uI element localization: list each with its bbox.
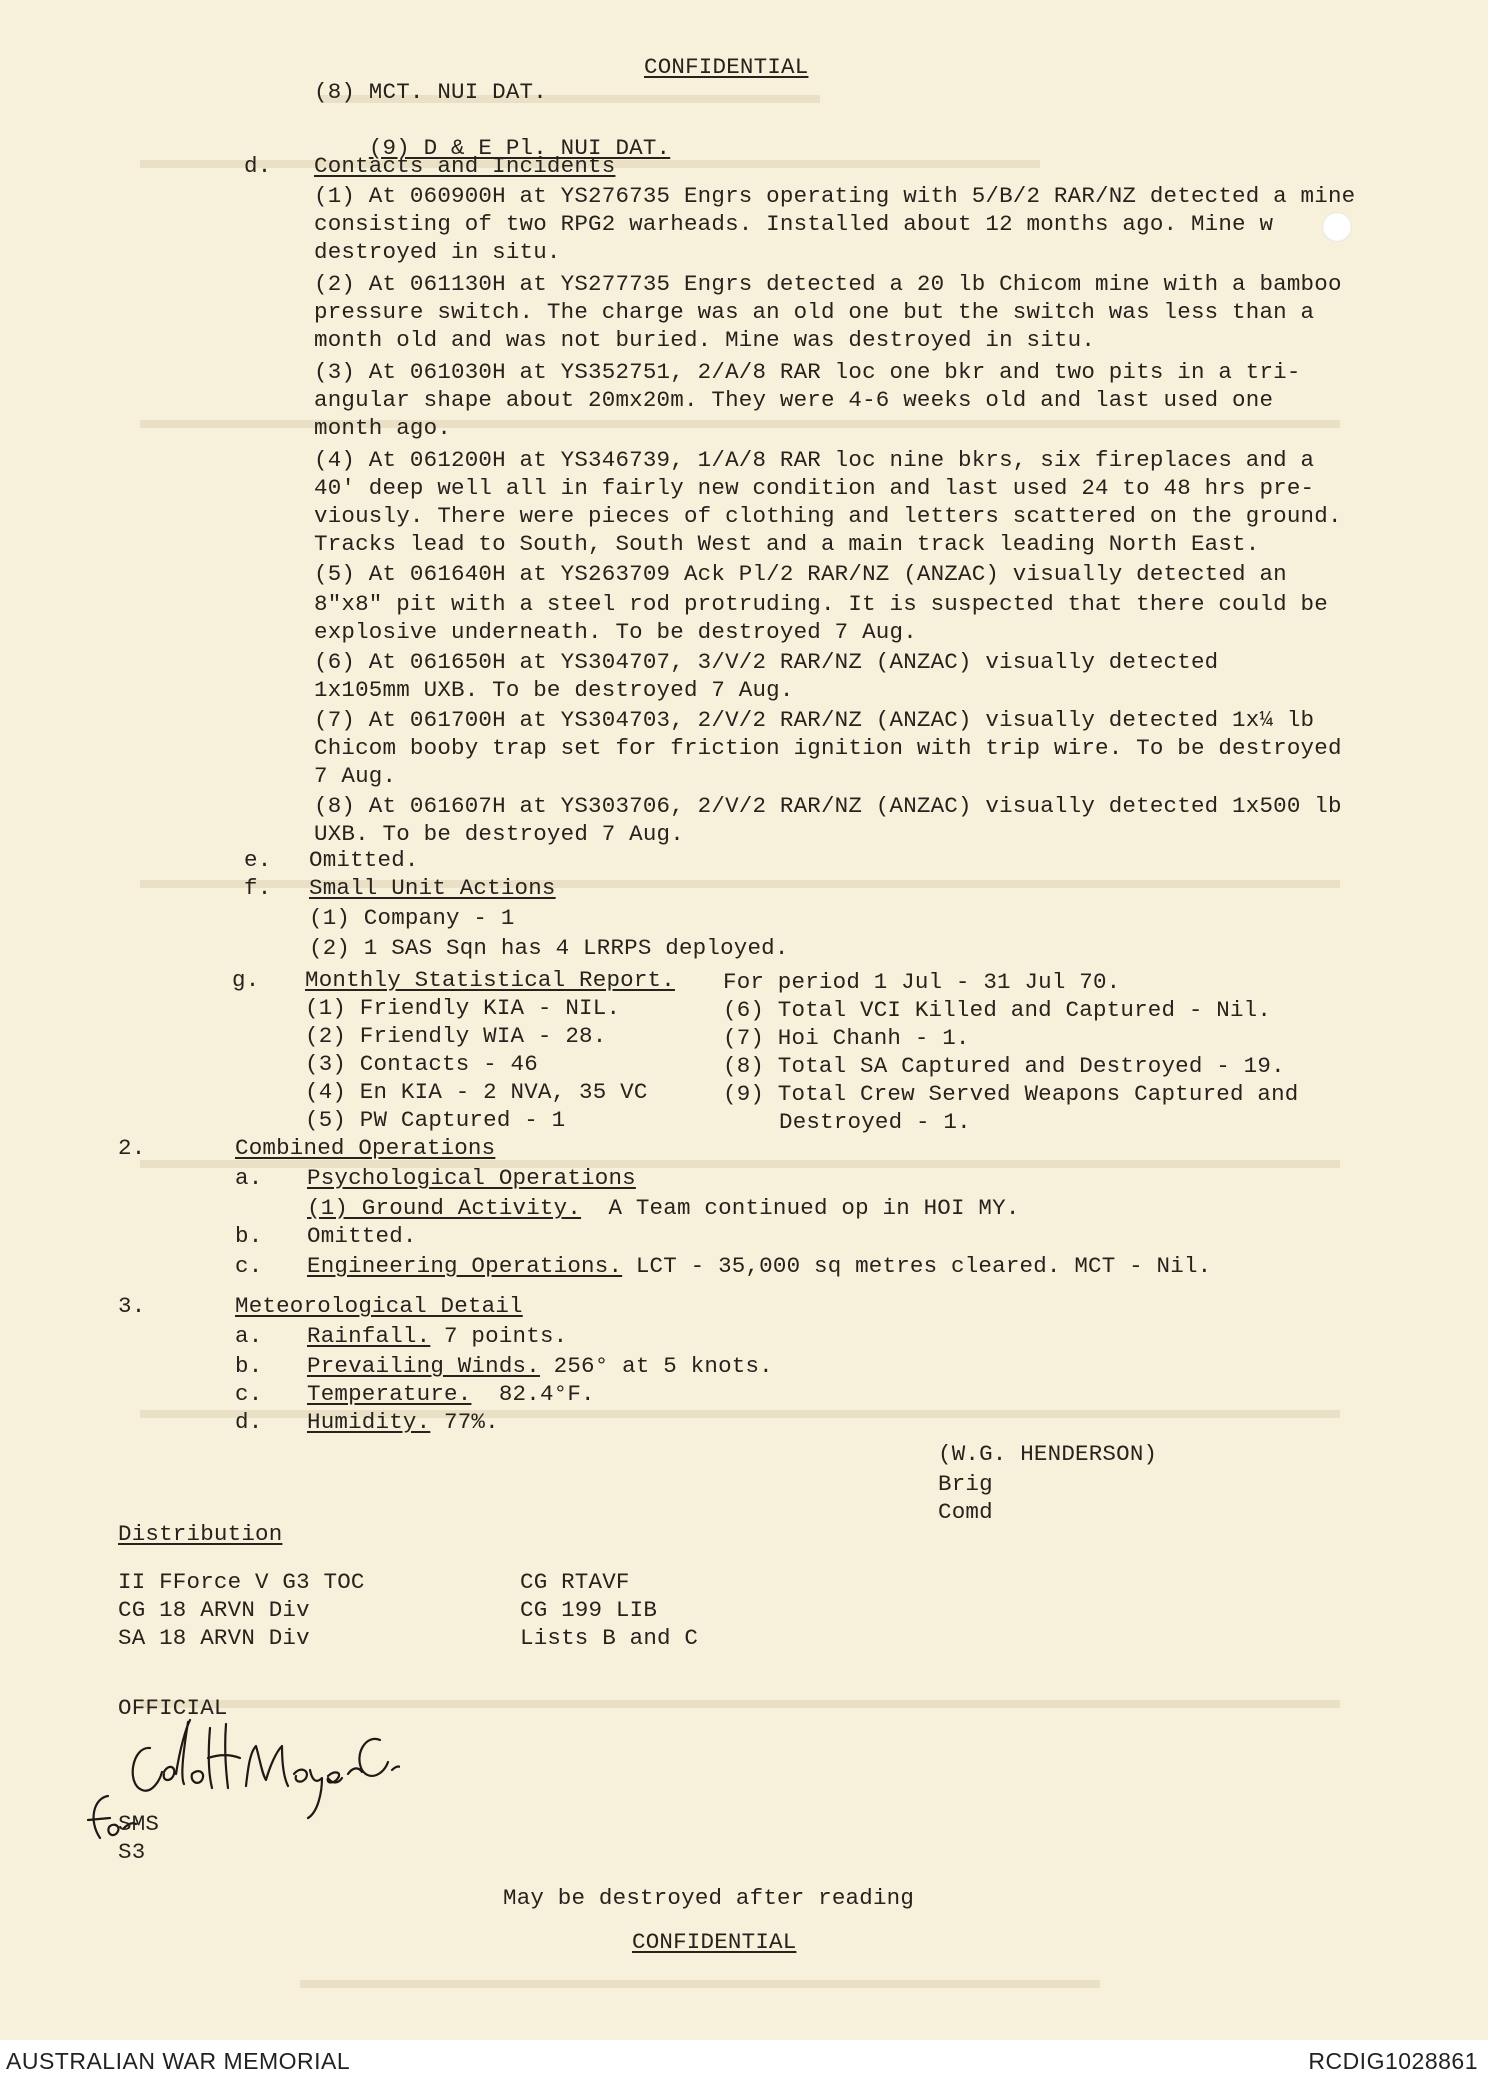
distribution-left-item: SA 18 ARVN Div xyxy=(118,1625,310,1651)
para-letter: c. xyxy=(235,1381,263,1407)
text-line xyxy=(307,1194,1020,1222)
text-line: month ago. xyxy=(314,415,452,441)
text-line: (4) At 061200H at YS346739, 1/A/8 RAR loc nine bkrs, six fireplaces and a xyxy=(314,447,1315,473)
official-label: OFFICIAL xyxy=(118,1695,228,1721)
distribution-right-item: CG RTAVF xyxy=(520,1569,630,1595)
text-line: 1x105mm UXB. To be destroyed 7 Aug. xyxy=(314,677,794,703)
text-line: Tracks lead to South, South West and a main track leading North East. xyxy=(314,531,1260,557)
subsection-text: 82.4°F. xyxy=(498,1381,595,1407)
text-line: Omitted. xyxy=(309,847,419,873)
classification-footer: CONFIDENTIAL xyxy=(632,1929,797,1955)
stat-line: (5) PW Captured - 1 xyxy=(305,1107,566,1133)
para-letter: c. xyxy=(235,1253,263,1279)
text-line: (3) At 061030H at YS352751, 2/A/8 RAR loc one bkr and two pits in a tri- xyxy=(314,359,1301,385)
text-line xyxy=(307,1322,567,1350)
para-letter: d. xyxy=(235,1409,263,1435)
text-line xyxy=(307,1380,595,1408)
text-line xyxy=(307,1352,773,1380)
text-line: (2) At 061130H at YS277735 Engrs detected a 20 lb Chicom mine with a bamboo xyxy=(314,271,1342,297)
stat-line: Destroyed - 1. xyxy=(779,1109,971,1135)
distribution-left-item: II FForce V G3 TOC xyxy=(118,1569,365,1595)
punch-hole xyxy=(1322,212,1352,242)
subsection-title: Rainfall. xyxy=(307,1323,431,1349)
para-letter: a. xyxy=(235,1165,263,1191)
text-line: (1) At 060900H at YS276735 Engrs operating with 5/B/2 RAR/NZ detected a mine xyxy=(314,183,1356,209)
text-line: 40' deep well all in fairly new condition and last used 24 to 48 hrs pre- xyxy=(314,475,1315,501)
text-line: explosive underneath. To be destroyed 7 Aug. xyxy=(314,619,917,645)
official-line: SMS xyxy=(118,1811,160,1837)
text-line: destroyed in situ. xyxy=(314,239,561,265)
subsection-text: LCT - 35,000 sq metres cleared. MCT - Nil. xyxy=(635,1253,1212,1279)
text-line: (6) At 061650H at YS304707, 3/V/2 RAR/NZ (ANZAC) visually detected xyxy=(314,649,1219,675)
signatory-appointment: Comd xyxy=(938,1499,993,1525)
destruction-note: May be destroyed after reading xyxy=(503,1885,915,1911)
subsection-title: Temperature. xyxy=(307,1381,472,1407)
para-letter: b. xyxy=(235,1353,263,1379)
text-line: (5) At 061640H at YS263709 Ack Pl/2 RAR/NZ (ANZAC) visually detected an xyxy=(314,561,1287,587)
text-line: consisting of two RPG2 warheads. Installed about 12 months ago. Mine w xyxy=(314,211,1274,237)
archive-reference: RCDIG1028861 xyxy=(1308,2048,1478,2074)
text-line: Chicom booby trap set for friction ignition with trip wire. To be destroyed xyxy=(314,735,1342,761)
section-title: Meteorological Detail xyxy=(235,1293,523,1319)
para-letter: e. xyxy=(244,847,272,873)
text-line: angular shape about 20mx20m. They were 4-6 weeks old and last used one xyxy=(314,387,1274,413)
para-letter: b. xyxy=(235,1223,263,1249)
subsection-text: 256° at 5 knots. xyxy=(553,1353,773,1379)
stat-line: (7) Hoi Chanh - 1. xyxy=(723,1025,970,1051)
signatory-name: (W.G. HENDERSON) xyxy=(938,1441,1158,1467)
item-line: (8) MCT. NUI DAT. xyxy=(314,79,547,105)
subsection-title: (1) Ground Activity. xyxy=(307,1195,582,1221)
section-title: Combined Operations xyxy=(235,1135,496,1161)
stat-line: (1) Friendly KIA - NIL. xyxy=(305,995,621,1021)
item-line-text: (9) D & E Pl. NUI DAT. xyxy=(368,135,671,161)
section-title: Contacts and Incidents xyxy=(314,153,616,179)
subsection-title: Humidity. xyxy=(307,1409,431,1435)
text-line: UXB. To be destroyed 7 Aug. xyxy=(314,821,684,847)
section-number: 3. xyxy=(118,1293,146,1319)
stat-line: (3) Contacts - 46 xyxy=(305,1051,538,1077)
text-line: (8) At 061607H at YS303706, 2/V/2 RAR/NZ (ANZAC) visually detected 1x500 lb xyxy=(314,793,1342,819)
text-line: month old and was not buried. Mine was destroyed in situ. xyxy=(314,327,1096,353)
distribution-right-item: Lists B and C xyxy=(520,1625,699,1651)
para-letter: a. xyxy=(235,1323,263,1349)
text-line: Omitted. xyxy=(307,1223,417,1249)
text-line: (1) Company - 1 xyxy=(309,905,515,931)
official-line: S3 xyxy=(118,1839,146,1865)
text-line xyxy=(307,1252,1211,1280)
section-title: Monthly Statistical Report. xyxy=(305,967,675,993)
subsection-title: Prevailing Winds. xyxy=(307,1353,540,1379)
archive-credit: AUSTRALIAN WAR MEMORIAL xyxy=(6,2048,351,2074)
distribution-right-item: CG 199 LIB xyxy=(520,1597,658,1623)
text-line: pressure switch. The charge was an old one but the switch was less than a xyxy=(314,299,1315,325)
text-line xyxy=(307,1408,499,1436)
section-title: Psychological Operations xyxy=(307,1165,636,1191)
stat-line: (9) Total Crew Served Weapons Captured and xyxy=(723,1081,1299,1107)
subsection-title: Engineering Operations. xyxy=(307,1253,623,1279)
para-letter: g. xyxy=(232,967,260,993)
text-line: viously. There were pieces of clothing and letters scattered on the ground. xyxy=(314,503,1342,529)
section-number: 2. xyxy=(118,1135,146,1161)
text-line: (2) 1 SAS Sqn has 4 LRRPS deployed. xyxy=(309,935,789,961)
text-line: For period 1 Jul - 31 Jul 70. xyxy=(723,969,1121,995)
stat-line: (6) Total VCI Killed and Captured - Nil. xyxy=(723,997,1272,1023)
stat-line: (4) En KIA - 2 NVA, 35 VC xyxy=(305,1079,648,1105)
para-letter: d. xyxy=(244,153,272,179)
subsection-text: 7 points. xyxy=(444,1323,568,1349)
stat-line: (8) Total SA Captured and Destroyed - 19. xyxy=(723,1053,1285,1079)
classification-header: CONFIDENTIAL xyxy=(644,54,809,80)
text-line: 7 Aug. xyxy=(314,763,397,789)
para-letter: f. xyxy=(244,875,272,901)
signatory-rank: Brig xyxy=(938,1471,993,1497)
stat-line: (2) Friendly WIA - 28. xyxy=(305,1023,607,1049)
section-title: Small Unit Actions xyxy=(309,875,556,901)
distribution-title: Distribution xyxy=(118,1521,283,1547)
subsection-text: A Team continued op in HOI MY. xyxy=(608,1195,1020,1221)
text-line: 8"x8" pit with a steel rod protruding. It is suspected that there could be xyxy=(314,591,1328,617)
distribution-left-item: CG 18 ARVN Div xyxy=(118,1597,310,1623)
subsection-text: 77%. xyxy=(444,1409,499,1435)
text-line: (7) At 061700H at YS304703, 2/V/2 RAR/NZ (ANZAC) visually detected 1x¼ lb xyxy=(314,707,1315,733)
